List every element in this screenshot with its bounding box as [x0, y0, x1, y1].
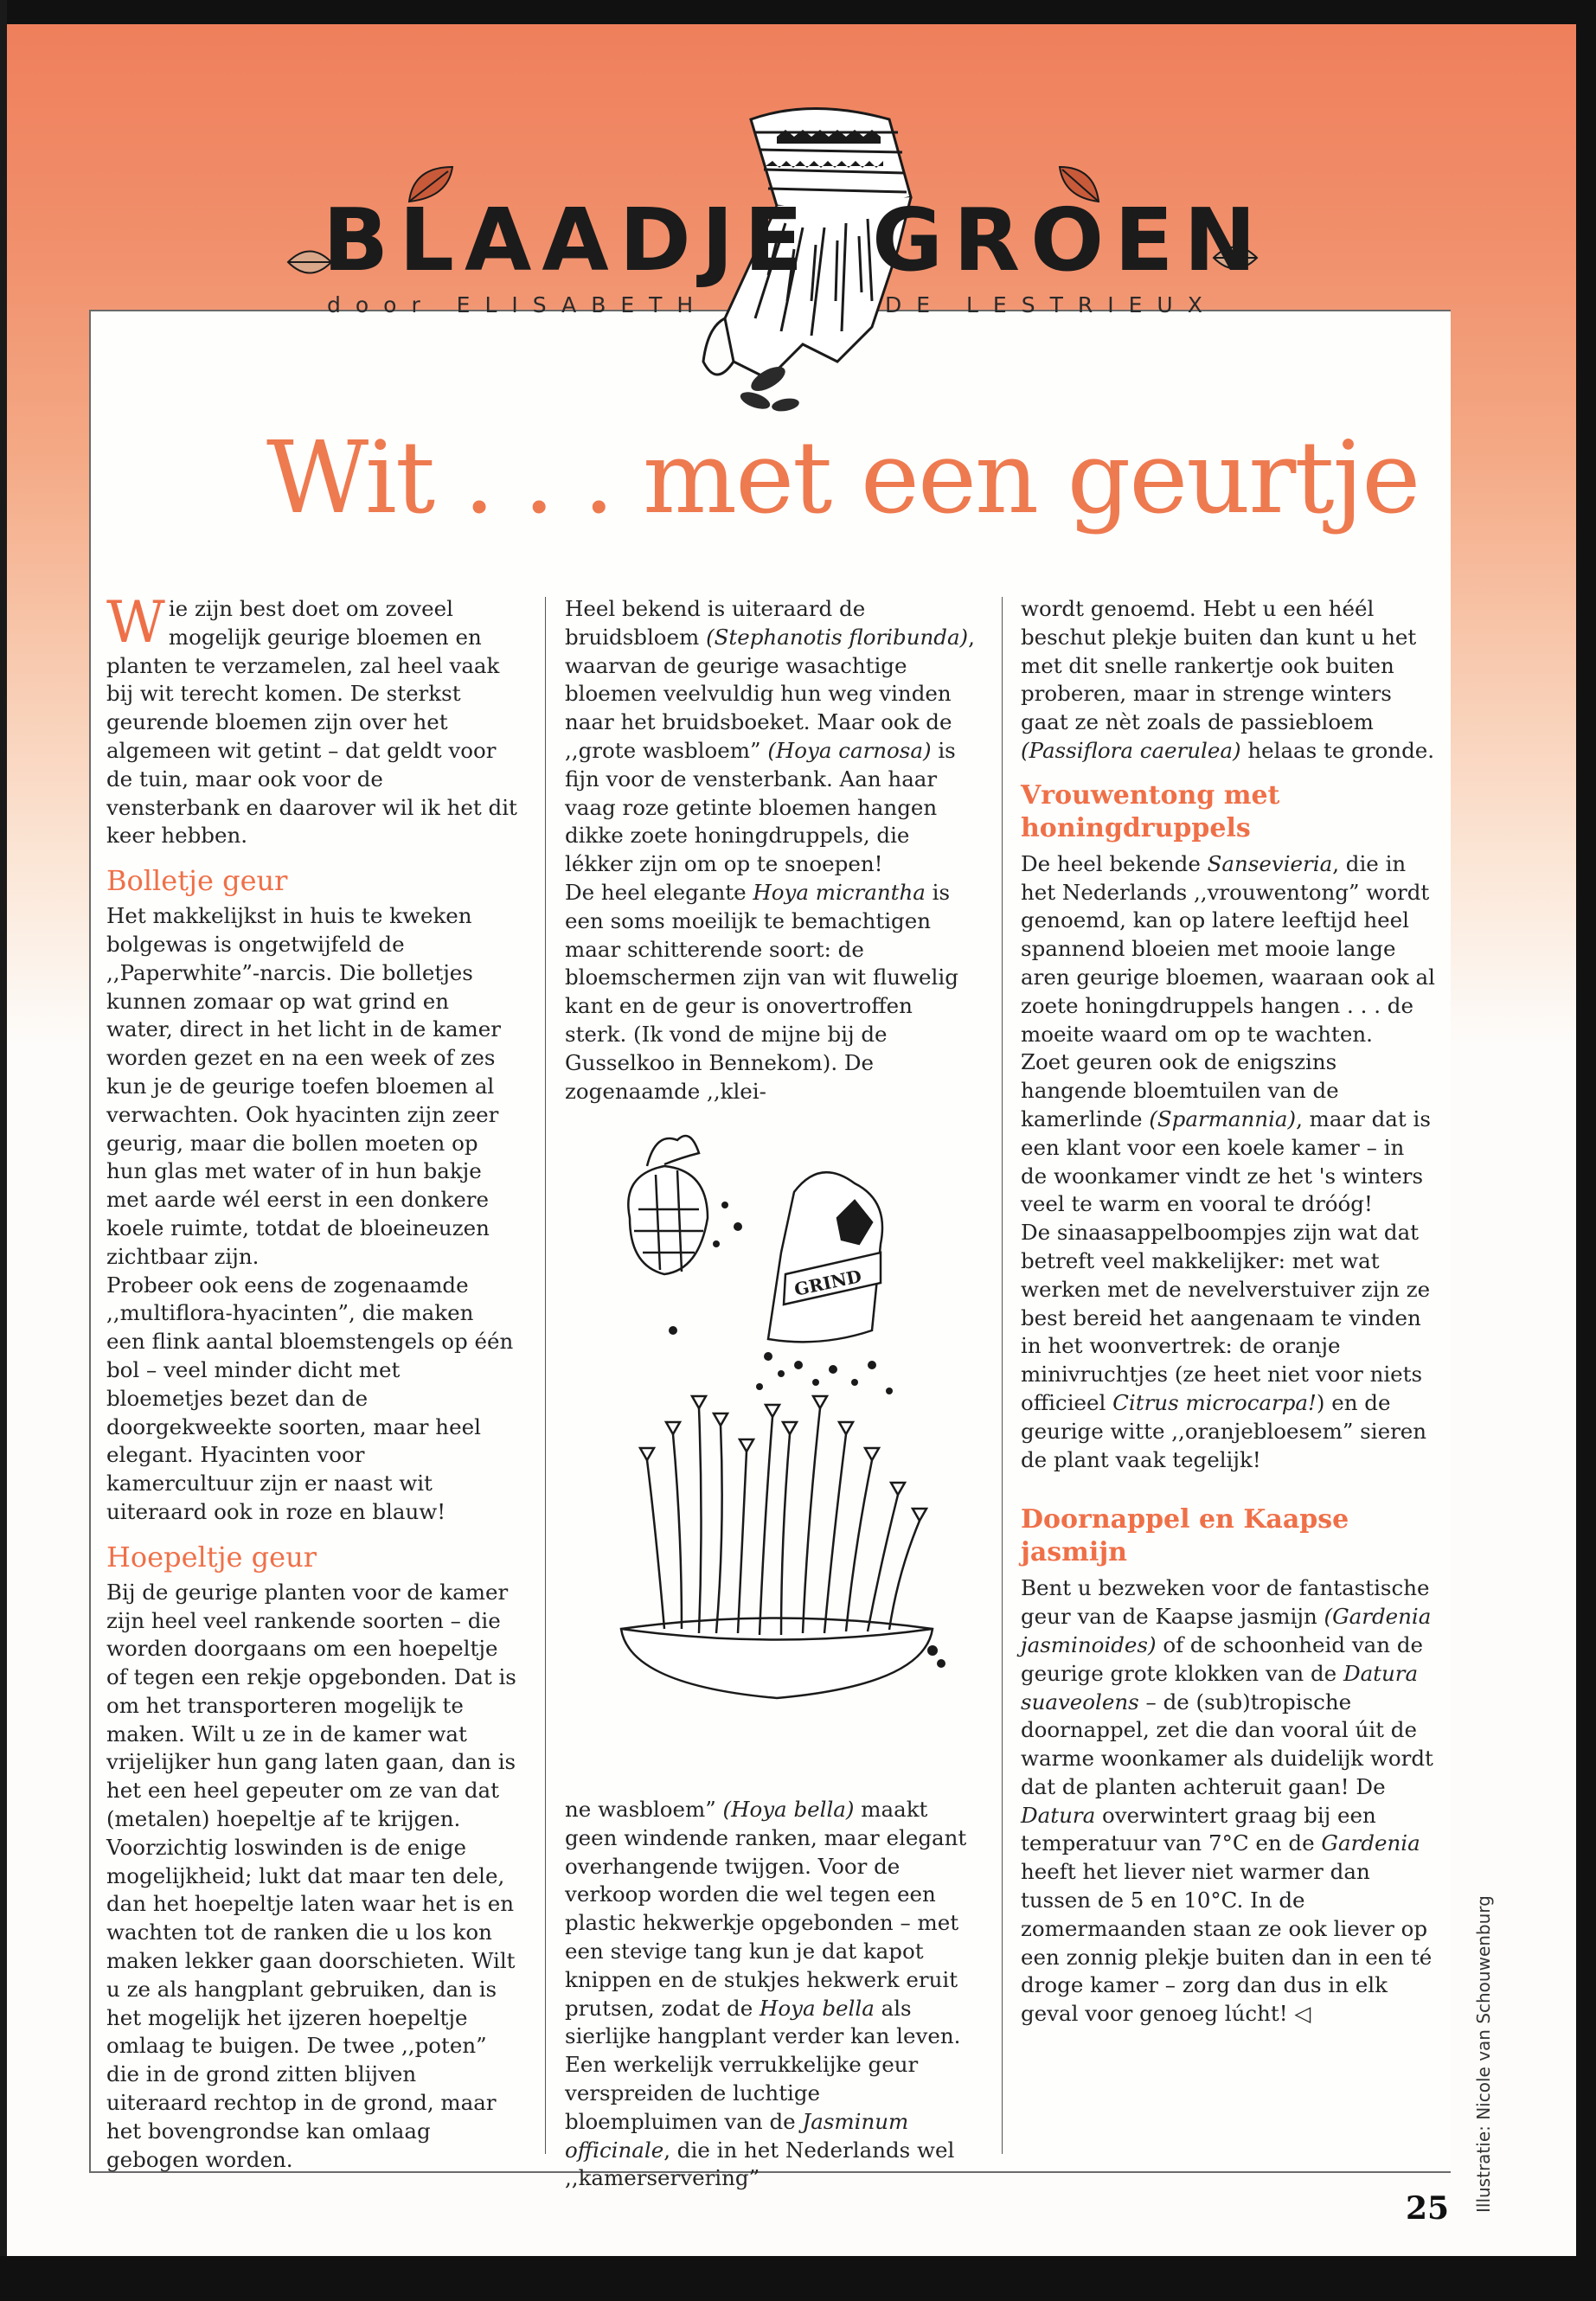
paragraph: wordt genoemd. Hebt u een héél beschut plekje buiten dan kunt u het met dit snelle rankertje ook buiten proberen, maar in strenge winters gaat ze nèt zoals de passiebloem (Passiflora caerulea) helaas te gronde. — [1021, 596, 1435, 763]
column-divider — [1002, 597, 1003, 2154]
end-mark-icon: ◁ — [1294, 2001, 1311, 2027]
paragraph: Bij de geurige planten voor de kamer zijn heel veel rankende soorten – die worden doorgaans om een hoepeltje of tegen een rekje opgebonden. Dat is om het transporteren mogelijk te maken. Wilt u ze in de kamer wat vrijelijker hun gang laten gaan, dan is het een heel gepeuter om ze van dat (metalen) hoepeltje af te krijgen. Voorzichtig loswinden is de enige mogelijkheid; lukt dat maar ten dele, dan het hoepeltje laten waar het is en wachten tot de ranken die u los kon maken lekker gaan doorschieten. Wilt u ze als hangplant gebruiken, dan is het mogelijk het ijzeren hoepeltje omlaag te buigen. De twee ,,poten” die in de grond zitten blijven uiteraard rechtop in de grond, maar het bovengrondse kan omlaag gebogen worden. — [106, 1579, 516, 2172]
paragraph: Heel bekend is uiteraard de bruidsbloem (Stephanotis floribunda), waarvan de geurige wasachtige bloemen veelvuldig hun weg vinden naar het bruidsboeket. Maar ook de ,,grote wasbloem” (Hoya carnosa) is fijn voor de vensterbank. Aan haar vaag roze getinte bloemen hangen dikke zoete honingdruppels, die lékker zijn om op te snoepen! — [565, 596, 975, 877]
paragraph: ne wasbloem” (Hoya bella) maakt geen windende ranken, maar elegant overhangende twijgen. Voor de verkoop worden die wel tegen een plastic hekwerkje opgebonden – met een stevige tang kun je dat kapot knippen en de stukjes hekwerk eruit prutsen, zodat de Hoya bella als sierlijke hangplant verder kan leven. — [565, 1797, 967, 2049]
paragraph: Zoet geuren ook de enigszins hangende bloemtuilen van de kamerlinde (Sparmannia), maar dat is een klant voor een koele kamer – in de woonkamer vindt ze het 's winters veel te warm en vooral te dróóg! — [1021, 1049, 1431, 1217]
scan-border-top — [0, 0, 1596, 24]
column-title-left: BLAADJE — [323, 189, 814, 291]
subheading-vrouwentong: Vrouwentong met honingdruppels — [1021, 779, 1280, 843]
scan-border-right — [1576, 0, 1596, 2301]
drop-cap: W — [106, 589, 165, 656]
illustration-credit: Illustratie: Nicole van Schouwenburg — [1473, 1895, 1494, 2213]
scan-border-bottom — [0, 2256, 1596, 2301]
bulb-bowl-illustration — [595, 1123, 958, 1746]
column-title-right: GROEN — [872, 189, 1267, 291]
article-column-2 — [565, 595, 976, 1106]
grind-label: GRIND — [792, 1266, 864, 1300]
paragraph: Probeer ook eens de zogenaamde ,,multiflora-hyacinten”, die maken een flink aantal bloemstengels op één bol – veel minder dicht met bloemetjes bezet dan de doorgekweekte soorten, maar heel elegant. Hyacinten voor kamercultuur zijn er naast wit uiteraard ook in roze en blauw! — [106, 1272, 514, 1524]
paragraph: Bent u bezweken voor de fantastische geur van de Kaapse jasmijn (Gardenia jasminoides) of de schoonheid van de geurige grote klokken van de Datura suaveolens – de (sub)tropische doornappel, zet die dan vooral úit de warme woonkamer als duidelijk wordt dat de planten achteruit gaan! De Datura overwintert graag bij een temperatuur van 7°C en de Gardenia heeft het liever niet warmer dan tussen de 5 en 10°C. In de zomermaanden staan ze ook liever op een zonnig plekje buiten dan in een té droge kamer – zorg dan dus in elk geval voor genoeg lúcht! ◁ — [1021, 1575, 1433, 2027]
byline-left: door ELISABETH — [327, 292, 708, 317]
intro-paragraph: Wie zijn best doet om zoveel mogelijk geurige bloemen en planten te verzamelen, zal heel vaak bij wit terecht komen. De sterkst geurende bloemen zijn over het algemeen wit getint – dat geldt voor de tuin, maar ook voor de vensterbank en daarover wil ik het dit keer hebben. — [106, 589, 517, 849]
paragraph: De heel bekende Sansevieria, die in het Nederlands ,,vrouwentong” wordt genoemd, kan op latere leeftijd heel spannend bloeien met mooie lange aren geurige bloemen, waaraan ook al zoete honingdruppels hangen . . . de moeite waard om op te wachten. — [1021, 850, 1435, 1047]
subheading-bolletje-geur: Bolletje geur — [106, 864, 288, 898]
magazine-page — [7, 24, 1576, 2256]
article-column-2-lower — [565, 1796, 976, 2193]
byline-right: DE LESTRIEUX — [885, 292, 1217, 317]
subheading-hoepeltje-geur: Hoepeltje geur — [106, 1540, 317, 1574]
column-divider — [545, 597, 546, 2154]
paragraph: De heel elegante Hoya micrantha is een soms moeilijk te bemachtigen maar schitterende soort: de bloemschermen zijn van wit fluwelig kant en de geur is onovertroffen sterk. (Ik vond de mijne bij de Gusselkoo in Bennekom). De zogenaamde ,,klei- — [565, 879, 958, 1104]
paragraph: Een werkelijk verrukkelijke geur verspreiden de luchtige bloempluimen van de Jasminum officinale, die in het Nederlands wel ,,kamerservering” — [565, 2052, 955, 2191]
paragraph: De sinaasappelboompjes zijn wat dat betreft veel makkelijker: met wat werken met de nevelverstuiver zijn ze best bereid het aangenaam te vinden in het woonvertrek: de oranje minivruchtjes (ze heet niet voor niets officieel Citrus microcarpa!) en de geurige witte ,,oranjebloesem” sieren de plant vaak tegelijk! — [1021, 1220, 1431, 1472]
scan-border-left — [0, 0, 7, 2301]
article-headline: Wit . . . met een geurtje — [266, 420, 1420, 536]
subheading-doornappel: Doornappel en Kaapse jasmijn — [1021, 1504, 1349, 1568]
article-column-3 — [1021, 595, 1436, 2029]
page-number: 25 — [1405, 2190, 1450, 2227]
paragraph: Het makkelijkst in huis te kweken bolgewas is ongetwijfeld de ,,Paperwhite”-narcis. Die bolletjes kunnen zomaar op wat grind en water, direct in het licht in de kamer worden gezet en na een week of zes kun je de geurige toefen bloemen al verwachten. Ook hyacinten zijn zeer geurig, maar die bollen moeten op hun glas met water of in hun bakje met aarde wél eerst in een donkere koele ruimte, totdat de bloeineuzen zichtbaar zijn. — [106, 903, 501, 1269]
article-column-1 — [106, 589, 517, 2174]
